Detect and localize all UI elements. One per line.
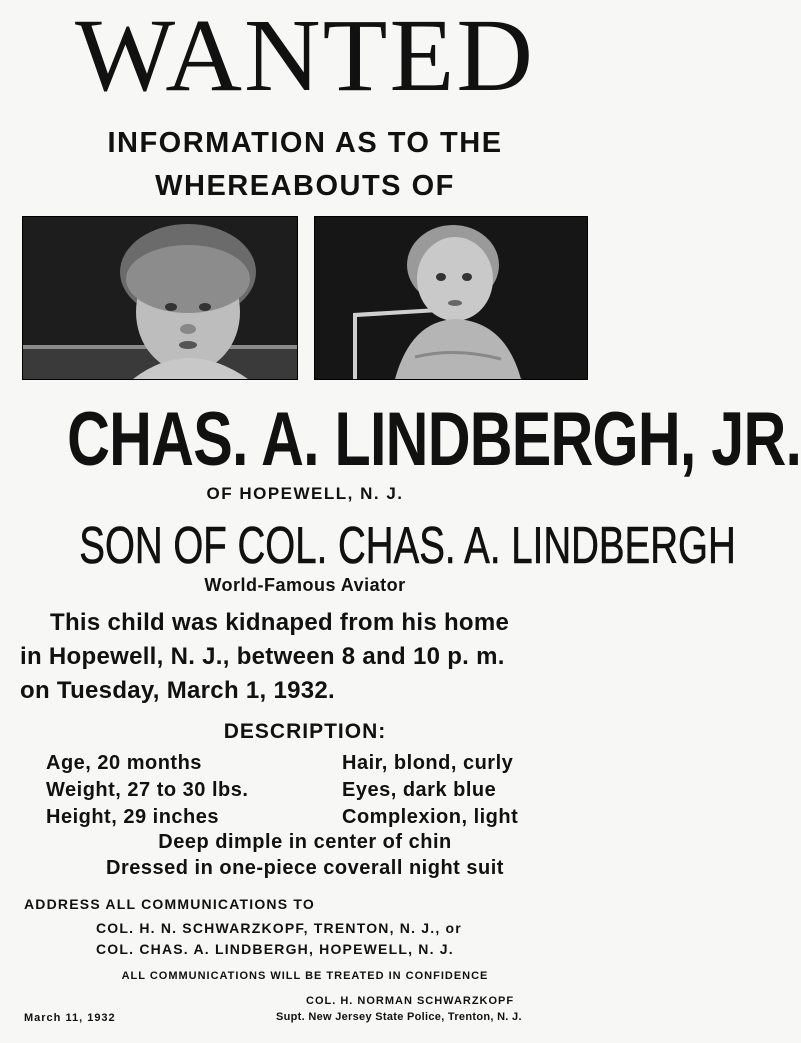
description-hair: Hair, blond, curly <box>342 752 514 774</box>
aviator-line: World-Famous Aviator <box>204 575 406 595</box>
description-eyes: Eyes, dark blue <box>342 779 497 801</box>
child-photo-right <box>314 216 588 380</box>
description-dimple: Deep dimple in center of chin <box>158 831 452 853</box>
description-age: Age, 20 months <box>46 752 202 774</box>
description-right <box>342 750 518 831</box>
headline: WANTED <box>74 0 536 113</box>
address-line-1: COL. H. N. SCHWARZKOPF, TRENTON, N. J., or <box>96 920 462 936</box>
signature-name: COL. H. NORMAN SCHWARZKOPF <box>306 995 515 1007</box>
paragraph-line-2: in Hopewell, N. J., between 8 and 10 p. m. <box>20 643 505 670</box>
description-heading: DESCRIPTION: <box>223 720 387 743</box>
child-photo-left <box>22 216 298 380</box>
description-complexion: Complexion, light <box>342 806 519 828</box>
signature-title: Supt. New Jersey State Police, Trenton, N. J. <box>276 1011 522 1023</box>
confidence-notice: ALL COMMUNICATIONS WILL BE TREATED IN CONFIDENCE <box>121 970 489 982</box>
subhead-line-1: INFORMATION AS TO THE <box>107 127 503 159</box>
description-clothing: Dressed in one-piece coverall night suit <box>106 857 504 879</box>
description-weight: Weight, 27 to 30 lbs. <box>46 779 249 801</box>
description-height: Height, 29 inches <box>46 806 219 828</box>
description-left <box>46 750 248 831</box>
subhead-line-2: WHEREABOUTS OF <box>155 170 455 202</box>
poster-date: March 11, 1932 <box>24 1012 116 1024</box>
paragraph-line-1: This child was kidnaped from his home <box>50 609 510 636</box>
child-name: CHAS. A. LINDBERGH, JR. <box>67 397 801 482</box>
paragraph-line-3: on Tuesday, March 1, 1932. <box>20 677 336 704</box>
son-of-line: SON OF COL. CHAS. A. LINDBERGH <box>79 517 736 575</box>
hometown: OF HOPEWELL, N. J. <box>206 484 404 503</box>
address-heading: ADDRESS ALL COMMUNICATIONS TO <box>24 896 315 912</box>
address-line-2: COL. CHAS. A. LINDBERGH, HOPEWELL, N. J. <box>96 941 454 957</box>
